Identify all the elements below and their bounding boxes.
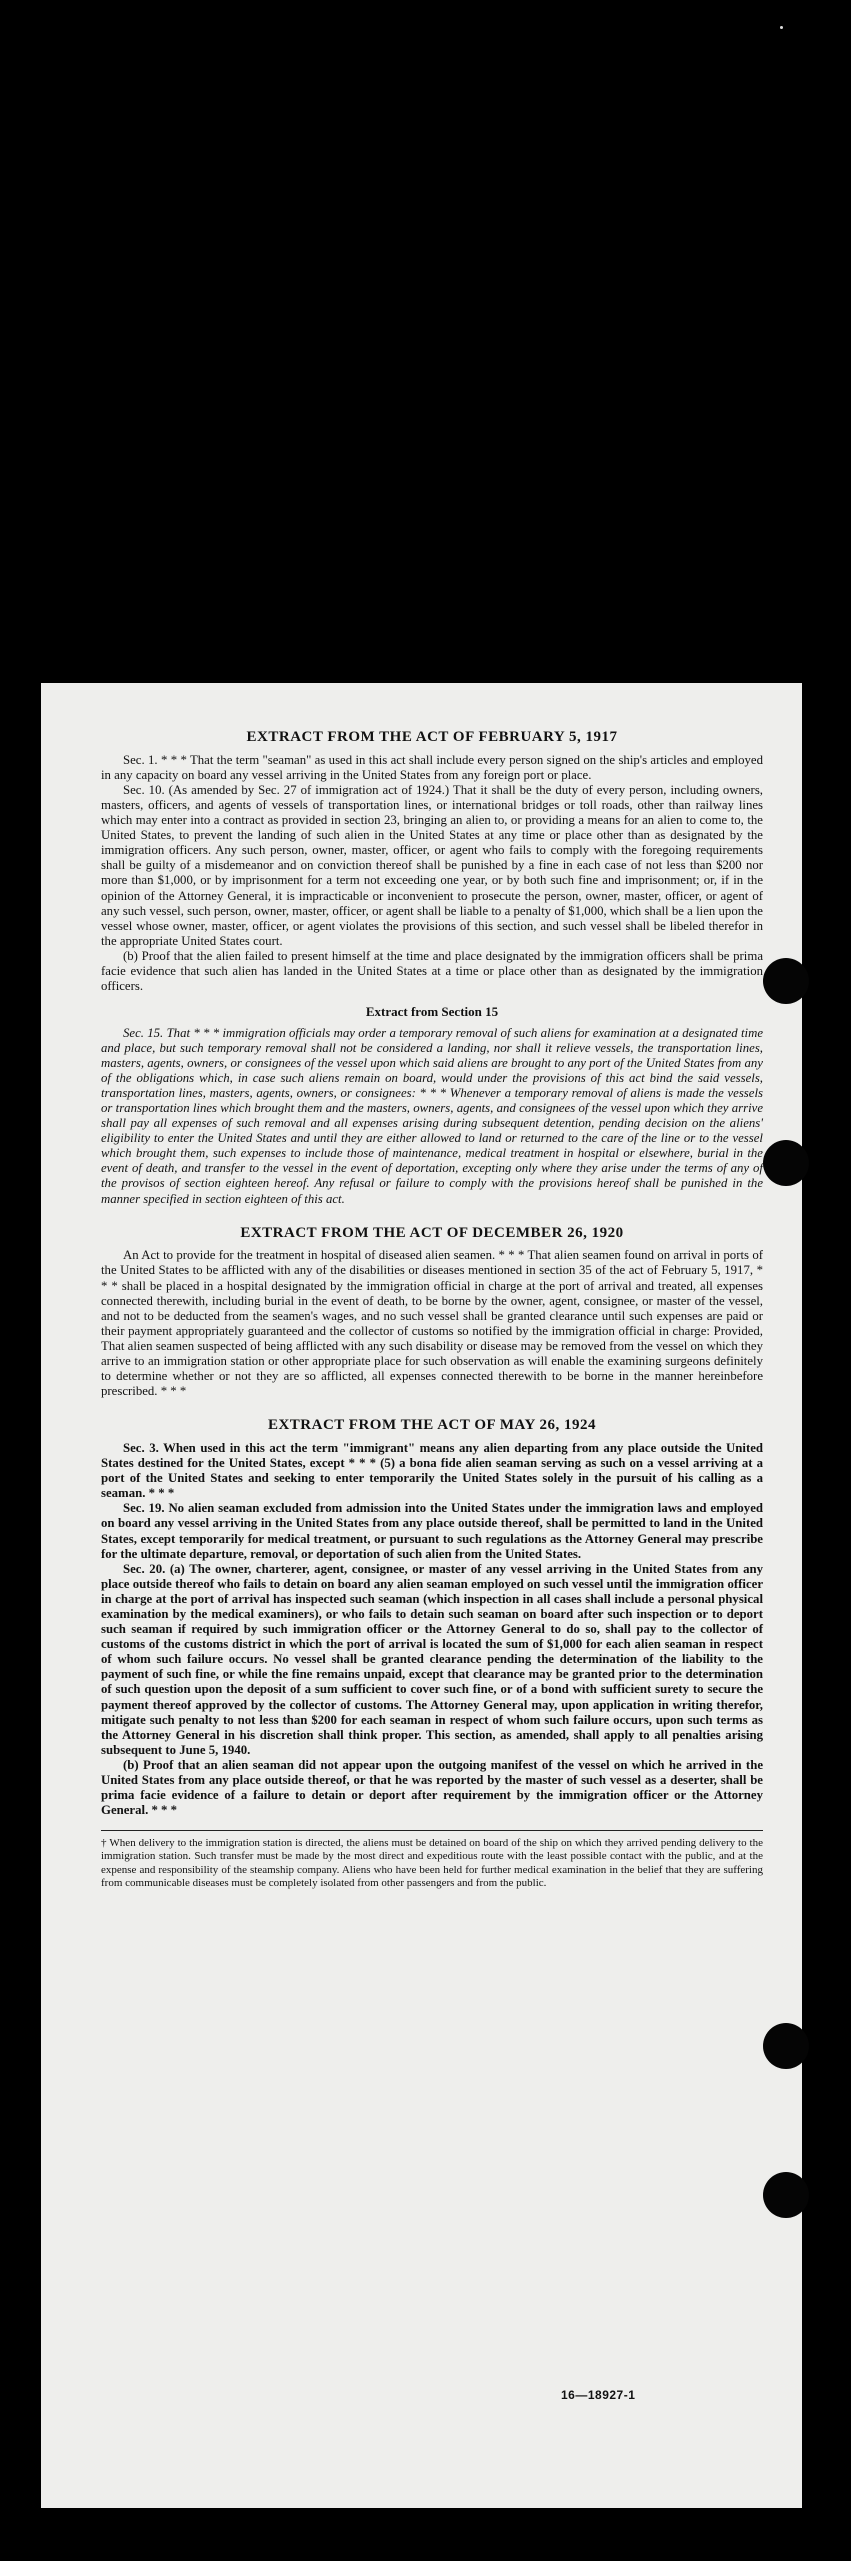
section-heading-1924: EXTRACT FROM THE ACT OF MAY 26, 1924 [267, 1417, 597, 1434]
paragraph-sec-20-a: Sec. 20. (a) The owner, charterer, agent, consignee, or master of any vessel arriving in the United States from any place outside thereof who fails to detain on board any alien seaman employed on such vessel until the immigration officer in charge at the port of arrival has inspected such seaman (which inspection in all cases shall include a personal physical examination by the medical examiners), or who fails to detain such seaman on board after such inspection or to deport such seaman if required by such immigration officer or the Attorney General to do so, shall pay to the collector of customs of the customs district in which the port of arrival is located the sum of $1,000 for each alien seaman in respect of whom such failure occurs. No vessel shall be granted clearance pending the determination of the liability to the payment of such fine, or while the fine remains unpaid, except that clearance may be granted prior to the determination of such question upon the deposit of a sum sufficient to cover such fine, or of a bond with sufficient surety to secure the payment thereof approved by the collector of customs. The Attorney General may, upon application in writing therefor, mitigate such penalty to not less than $200 for each seaman in respect of whom such failure occurs, upon such terms as the Attorney General in his discretion shall think proper. This section, as amended, shall apply to all penalties arising subsequent to June 5, 1940. [101, 1561, 763, 1757]
paragraph-sec-1: Sec. 1. * * * That the term "seaman" as used in this act shall include every person signed on the ship's articles and employed in any capacity on board any vessel arriving in the United States from any foreign port or place. [101, 752, 763, 782]
paragraph-sec-20-b: (b) Proof that an alien seaman did not appear upon the outgoing manifest of the vessel on which he arrived in the United States from any place outside thereof, or that he was reported by the master of such vessel as a deserter, shall be prima facie evidence of a failure to detain or deport after requirement by the immigration officer or the Attorney General. * * * [101, 1757, 763, 1818]
paragraph-sec-15: Sec. 15. That * * * immigration officials may order a temporary removal of such aliens for examination at a designated time and place, but such temporary removal shall not be considered a landing, nor shall it relieve vessels, the transportation lines, masters, agents, owners, or consignees of the vessel upon which said aliens are brought to any port of the United States from any of the obligations which, in case such aliens remain on board, would under the provisions of this act bind the said vessels, transportation lines, masters, agents, owners, or consignees: * * * Whenever a temporary removal of aliens is made the vessels or transportation lines which brought them and the masters, owners, agents, and consignees of the vessel upon which they arrive shall pay all expenses of such removal and all expenses arising during subsequent detention, pending decision on the aliens' eligibility to enter the United States and until they are either allowed to land or returned to the care of the line or to the vessel which brought them, such expenses to include those of maintenance, medical treatment in hospital or elsewhere, burial in the event of death, and transfer to the vessel in the event of deportation, excepting only where they arise under the terms of any of the provisos of section eighteen hereof. Any refusal or failure to comply with the provisions hereof shall be punished in the manner specified in section eighteen of this act. [101, 1025, 763, 1206]
section-heading-1917: EXTRACT FROM THE ACT OF FEBRUARY 5, 1917 [246, 729, 618, 745]
form-number: 16—18927-1 [561, 2388, 636, 2402]
paragraph-sec-19: Sec. 19. No alien seaman excluded from admission into the United States under the immigration laws and employed on board any vessel arriving in the United States from any place outside thereof, shall be permitted to land in the United States, except temporarily for medical treatment, or pursuant to such regulations as the Attorney General may prescribe for the ultimate departure, removal, or deportation of such alien from the United States. [101, 1501, 763, 1561]
paragraph-sec-10-b: (b) Proof that the alien failed to present himself at the time and place designated by the immigration officers shall be prima facie evidence that such alien has landed in the United States at a time or place other than as designated by the immigration officers. [101, 948, 763, 994]
paragraph-act-1920: An Act to provide for the treatment in hospital of diseased alien seamen. * * * That alien seamen found on arrival in ports of the United States to be afflicted with any of the disabilities or diseases mentioned in section 35 of the act of February 5, 1917, * * * shall be placed in a hospital designated by the immigration official in charge at the port of arrival and treated, all expenses connected therewith, including burial in the event of death, to be borne by the owner, agent, consignee, or master of the vessel, and not to be deducted from the seamen's wages, and no such vessel shall be granted clearance until such expenses are paid or their payment appropriately guaranteed and the collector of customs so notified by the immigration official in charge: Provided, That alien seamen suspected of being afflicted with any such disability or disease may be removed from the vessel on which they arrive to an immigration station or other appropriate place for such observation as will enable the examining surgeons definitely to determine whether or not they are so afflicted, all expenses connected therewith to be borne in the manner hereinbefore prescribed. * * * [101, 1248, 763, 1399]
paragraph-sec-10: Sec. 10. (As amended by Sec. 27 of immigration act of 1924.) That it shall be the duty of every person, including owners, masters, officers, and agents of vessels of transportation lines, or international bridges or toll roads, other than railway lines which may enter into a contract as provided in section 23, bringing an alien to, or providing a means for an alien to come to, the United States, to prevent the landing of such alien in the United States at any time or place other than as designated by the immigration officers. Any such person, owner, master, officer, or agent who fails to comply with the foregoing requirements shall be guilty of a misdemeanor and on conviction thereof shall be punished by a fine in each case of not less than $200 nor more than $1,000, or by imprisonment for a term not exceeding one year, or by both such fine and imprisonment; or, if in the opinion of the Attorney General, it is impracticable or inconvenient to prosecute the person, owner, master, officer, or agent of any such vessel, such person, owner, master, officer, or agent shall be liable to a penalty of $1,000, which shall be a lien upon the vessel whose owner, master, officer, or agent violates the provisions of this section, and such vessel shall be libeled therefor in the appropriate United States court. [101, 782, 763, 948]
punch-hole [763, 958, 809, 1004]
document-body [101, 729, 763, 1890]
document-page [41, 683, 802, 2508]
scan-speck [780, 26, 783, 29]
punch-hole [763, 1140, 809, 1186]
footnote: † When delivery to the immigration station is directed, the aliens must be detained on board of the ship on which they arrived pending delivery to the immigration station. Such transfer must be made by the most direct and expeditious route with the least possible contact with the public, and at the expense and responsibility of the steamship company. Aliens who have been held for further medical examination in the belief that they are suffering from communicable diseases must be completely isolated from other passengers and from the public. [101, 1830, 763, 1890]
punch-hole [763, 2023, 809, 2069]
paragraph-sec-3: Sec. 3. When used in this act the term "immigrant" means any alien departing from any place outside the United States destined for the United States, except * * * (5) a bona fide alien seaman serving as such on a vessel arriving at a port of the United States and seeking to enter temporarily the United States solely in the pursuit of his calling as a seaman. * * * [101, 1440, 763, 1501]
punch-hole [763, 2172, 809, 2218]
section-heading-1920: EXTRACT FROM THE ACT OF DECEMBER 26, 1920 [240, 1224, 624, 1241]
subheading-section-15: Extract from Section 15 [365, 1004, 499, 1020]
